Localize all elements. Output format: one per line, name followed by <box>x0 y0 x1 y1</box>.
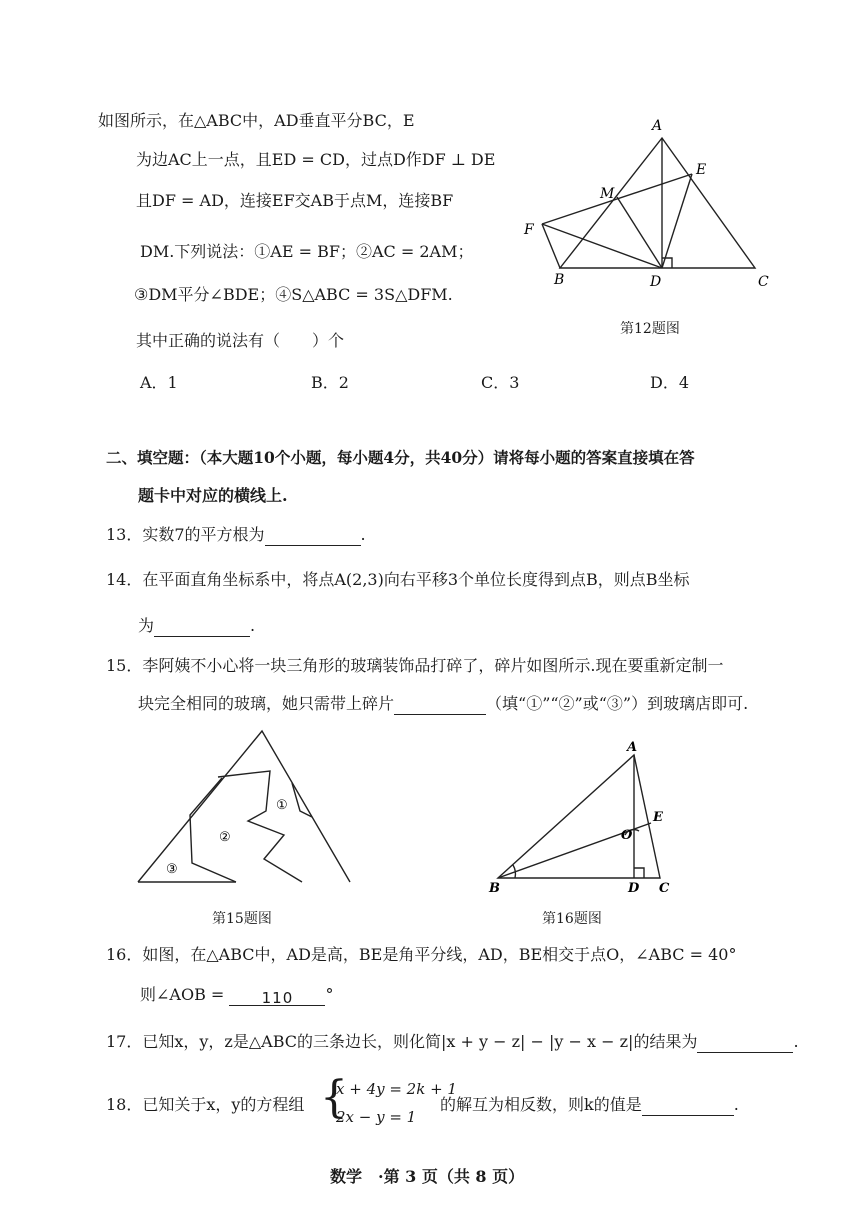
label-d: D <box>650 274 662 290</box>
q14-answer-blank[interactable] <box>154 618 250 637</box>
q12-option-c: C．3 <box>481 373 520 392</box>
q18-end: . <box>733 1095 739 1114</box>
q18-before: 18．已知关于x，y的方程组 <box>106 1095 305 1114</box>
q12-line-1: 如图所示，在△ABC中，AD垂直平分BC，E <box>98 111 415 130</box>
q16-line-1: 16．如图，在△ABC中，AD是高，BE是角平分线，AD，BE相交于点O，∠ABC = 40° <box>106 945 737 964</box>
q14-line-2 <box>138 615 255 637</box>
section-2-heading: 二、填空题：（本大题10个小题，每小题4分，共40分）请将每小题的答案直接填在答 <box>106 448 695 467</box>
q12-option-a: A．1 <box>140 373 178 392</box>
q12-line-3: 且DF = AD，连接EF交AB于点M，连接BF <box>136 191 454 210</box>
label-a: A <box>627 740 638 755</box>
q17-answer-blank[interactable] <box>697 1034 793 1053</box>
q13-answer-blank[interactable] <box>265 527 361 546</box>
label-m: M <box>600 186 615 202</box>
q16-handwritten-answer: 110 <box>261 989 294 1007</box>
q13-end: . <box>360 525 366 544</box>
q18-answer-blank[interactable] <box>642 1097 734 1116</box>
q18-equation-1: x + 4y = 2k + 1 <box>336 1080 457 1098</box>
q16-answer-blank[interactable] <box>229 987 325 1006</box>
triangle-abc <box>560 138 755 268</box>
q15-answer-blank[interactable] <box>394 696 486 715</box>
q16-figure-caption: 第16题图 <box>542 911 602 927</box>
q16-end: ° <box>325 985 334 1004</box>
q14-line-1: 14．在平面直角坐标系中，将点A(2,3)向右平移3个单位长度得到点B，则点B坐标 <box>106 570 690 589</box>
section-2-heading-cont: 题卡中对应的横线上. <box>138 486 288 505</box>
q16-figure <box>485 735 685 895</box>
label-b: B <box>489 881 500 895</box>
q18-after-line <box>440 1094 739 1116</box>
q13-text: 13．实数7的平方根为 <box>106 525 265 544</box>
equation-system-brace: { <box>320 1072 348 1123</box>
q17 <box>106 1031 799 1053</box>
q18-equation-2: 2x − y = 1 <box>336 1108 417 1126</box>
q15-line-1: 15．李阿姨不小心将一块三角形的玻璃装饰品打碎了，碎片如图所示.现在要重新定制一 <box>106 656 724 675</box>
label-c: C <box>659 881 670 895</box>
label-o: O <box>621 828 633 843</box>
piece-2-label: ② <box>219 830 231 845</box>
q12-figure-caption: 第12题图 <box>620 321 680 337</box>
label-d: D <box>628 881 640 895</box>
q15-line-2 <box>138 693 748 715</box>
label-a: A <box>652 118 663 134</box>
q16-line-2 <box>140 984 333 1006</box>
q12-line-5: ③DM平分∠BDE；④S△ABC = 3S△DFM. <box>134 285 453 304</box>
q12-option-d: D．4 <box>650 373 690 392</box>
label-c: C <box>758 274 769 290</box>
label-e: E <box>696 162 707 178</box>
q16-text: 则∠AOB = <box>140 985 225 1004</box>
q12-line-6: 其中正确的说法有（ ）个 <box>136 331 345 350</box>
q15-text-a: 块完全相同的玻璃，她只需带上碎片 <box>138 694 395 713</box>
q15-figure <box>130 725 360 890</box>
page-footer: 数学 ·第 3 页（共 8 页） <box>330 1167 525 1186</box>
q14-end: . <box>250 616 256 635</box>
label-e: E <box>653 810 663 825</box>
piece-3-label: ③ <box>166 862 178 877</box>
q15-text-b: （填“①”“②”或“③”）到玻璃店即可. <box>486 694 749 713</box>
q18-after: 的解互为相反数，则k的值是 <box>440 1095 642 1114</box>
q17-text: 17．已知x，y，z是△ABC的三条边长，则化简|x + y − z| − |y − x − z|的结果为 <box>106 1032 698 1051</box>
q17-end: . <box>793 1032 799 1051</box>
q12-line-4: DM.下列说法：①AE = BF；②AC = 2AM； <box>140 242 474 261</box>
label-b: B <box>554 272 565 288</box>
q12-line-2: 为边AC上一点，且ED = CD，过点D作DF ⊥ DE <box>136 150 496 169</box>
label-f: F <box>524 222 534 238</box>
q13 <box>106 524 366 546</box>
q14-text: 为 <box>138 616 155 635</box>
piece-1-label: ① <box>276 798 288 813</box>
q15-figure-caption: 第15题图 <box>212 911 272 927</box>
q12-figure <box>500 110 790 320</box>
q12-option-b: B．2 <box>311 373 349 392</box>
